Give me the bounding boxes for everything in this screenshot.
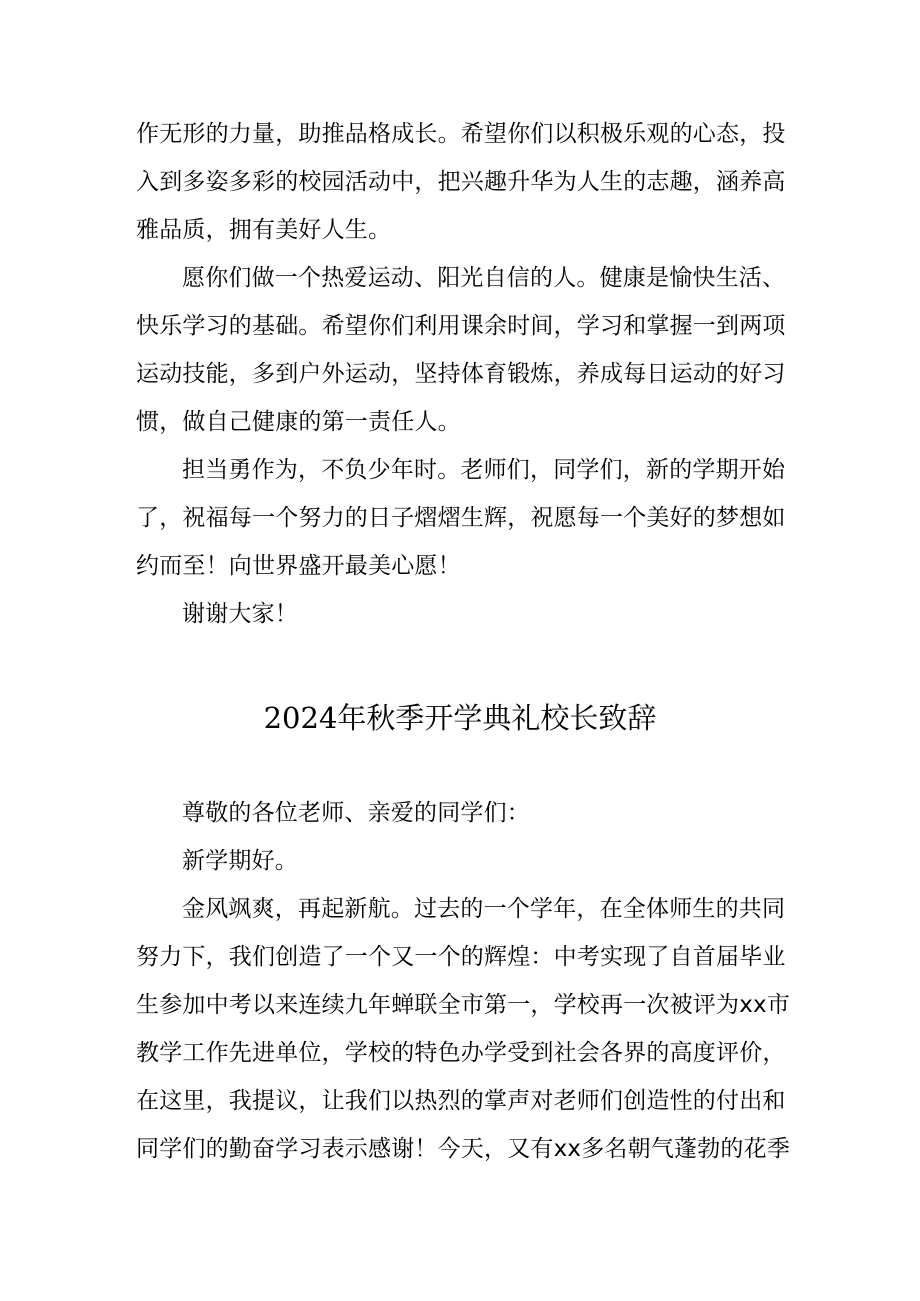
paragraph-line: 努力下，我们创造了一个又一个的辉煌：中考实现了自首届毕业 [136,944,786,970]
paragraph-line: 惯，做自己健康的第一责任人。 [136,409,461,435]
paragraph-line: 生参加中考以来连续九年蝉联全市第一，学校再一次被评为xx市 [136,992,791,1018]
paragraph-line: 金风飒爽，再起新航。过去的一个学年，在全体师生的共同 [182,896,786,922]
paragraph-line: 教学工作先进单位，学校的特色办学受到社会各界的高度评价， [136,1040,786,1066]
paragraph-line: 雅品质，拥有美好人生。 [136,217,392,243]
paragraph-line: 入到多姿多彩的校园活动中，把兴趣升华为人生的志趣，涵养高 [136,169,786,195]
paragraph-line: 约而至！向世界盛开最美心愿！ [136,553,461,579]
paragraph-line: 运动技能，多到户外运动，坚持体育锻炼，养成每日运动的好习 [136,361,786,387]
paragraph-line: 愿你们做一个热爱运动、阳光自信的人。健康是愉快生活、 [182,265,786,291]
speech-title: 2024年秋季开学典礼校长致辞 [263,701,657,735]
paragraph-line: 担当勇作为，不负少年时。老师们，同学们，新的学期开始 [182,457,786,483]
paragraph-line: 了，祝福每一个努力的日子熠熠生辉，祝愿每一个美好的梦想如 [136,505,786,531]
paragraph-line: 同学们的勤奋学习表示感谢！今天，又有xx多名朝气蓬勃的花季 [136,1136,791,1162]
paragraph-line: 在这里，我提议，让我们以热烈的掌声对老师们创造性的付出和 [136,1088,786,1114]
paragraph-line: 快乐学习的基础。希望你们利用课余时间，学习和掌握一到两项 [136,313,786,339]
salutation-line: 尊敬的各位老师、亲爱的同学们： [182,800,530,826]
greeting-line: 新学期好。 [182,848,298,874]
paragraph-line: 作无形的力量，助推品格成长。希望你们以积极乐观的心态，投 [136,121,786,147]
closing-line: 谢谢大家！ [182,601,298,627]
